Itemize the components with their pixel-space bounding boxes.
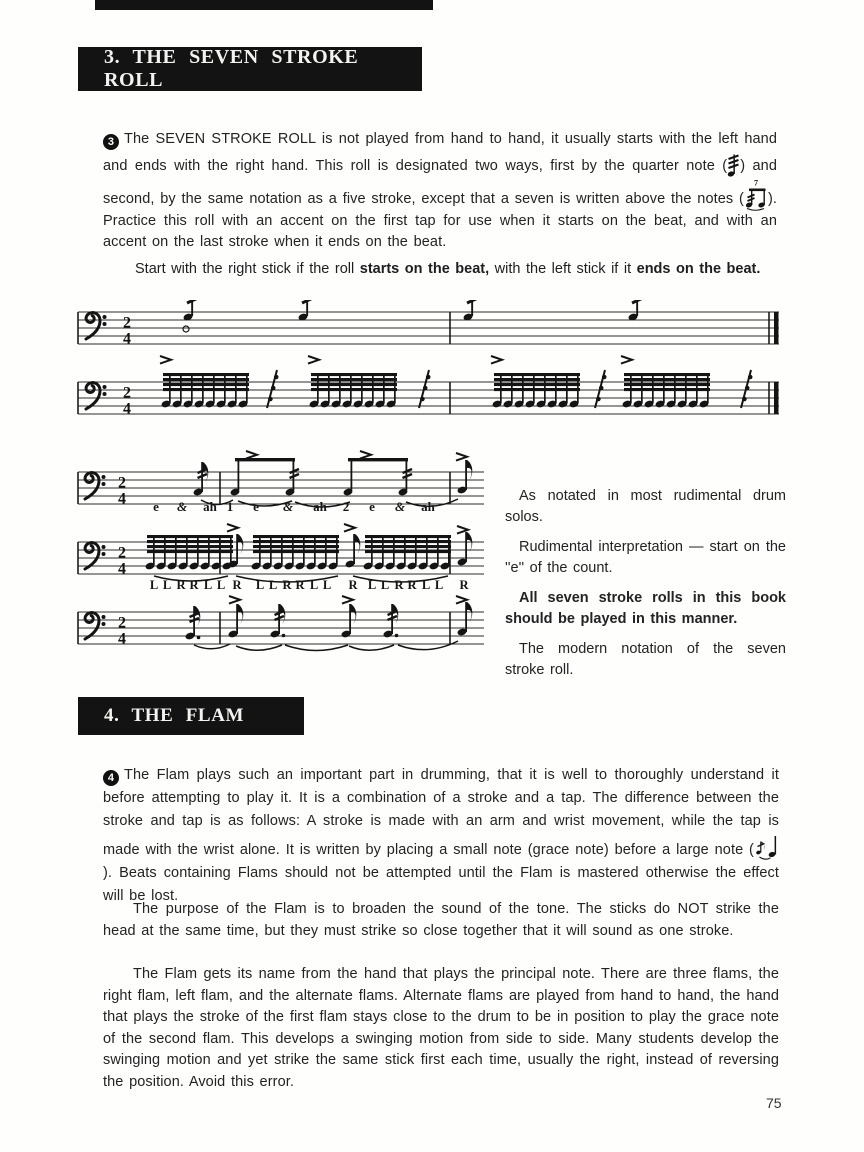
- tremolo-quarter-note: [628, 300, 643, 321]
- bass-clef-icon: [85, 613, 106, 639]
- time-signature-top: 2: [118, 474, 126, 492]
- accent-icon: [342, 596, 353, 604]
- sticking-label: R: [348, 578, 358, 592]
- count-label: 2: [342, 499, 350, 514]
- sticking-label: L: [255, 578, 265, 592]
- quarter-note-tremolo-icon: [727, 151, 740, 178]
- interpretation-notes: [505, 486, 786, 690]
- sticking-label: L: [434, 578, 444, 592]
- intro-text-1: The SEVEN STROKE ROLL is not played from hand to hand, it usually starts with the left hand and ends with the right hand. This roll is designated two ways, first by the quarter note (: [103, 131, 777, 174]
- accent-icon: [491, 356, 502, 364]
- sticking-label: L: [216, 578, 226, 592]
- sticking-label: R: [394, 578, 404, 592]
- dotted-eighth-tremolo: [383, 604, 399, 638]
- eighth-note: [457, 532, 473, 566]
- count-label: &: [282, 499, 294, 514]
- sticking-label: L: [162, 578, 172, 592]
- roll-group: [363, 535, 451, 570]
- section-title: 3. THE SEVEN STROKE ROLL: [104, 46, 359, 91]
- side-note-3: All seven stroke rolls in this book should be played in this manner.: [505, 590, 786, 627]
- side-note-1: As notated in most rudimental drum solos.: [505, 488, 786, 525]
- accent-icon: [160, 356, 171, 364]
- time-signature-top: 2: [123, 314, 131, 332]
- sticking-label: L: [309, 578, 319, 592]
- five-stroke-seven-notation-icon: [744, 178, 768, 211]
- sticking-label: R: [295, 578, 305, 592]
- final-barline-upper: [774, 312, 779, 344]
- time-signature-bottom: 4: [123, 400, 131, 418]
- slur: [194, 644, 230, 649]
- side-note-4: The modern notation of the seven stroke roll.: [505, 641, 786, 678]
- count-label: ah: [421, 499, 435, 514]
- roll-group: [251, 535, 339, 570]
- start-line-bold-2: ends on the beat.: [636, 261, 761, 277]
- seven-stroke-roll-group: [622, 373, 710, 408]
- sticking-label: L: [367, 578, 377, 592]
- eighth-note: [345, 534, 361, 568]
- count-label: e: [369, 499, 375, 514]
- side-note-2: Rudimental interpretation — start on the ''e'' of the count.: [505, 539, 786, 576]
- page-top-rule: [95, 0, 433, 10]
- svg-text:7: 7: [753, 178, 758, 188]
- count-label: &: [176, 499, 188, 514]
- sticking-label: L: [149, 578, 159, 592]
- tremolo-quarter-note: [298, 300, 313, 321]
- time-signature-bottom: 4: [123, 330, 131, 348]
- flam-notation-icon: [754, 833, 779, 862]
- sticking-label: L: [380, 578, 390, 592]
- sticking-label: L: [268, 578, 278, 592]
- time-signature-top: 2: [118, 544, 126, 562]
- start-line-bold-1: starts on the beat,: [359, 261, 490, 277]
- flam-intro-paragraph: [103, 764, 779, 908]
- intro-text-2: ) and second, by the same notation as a five stroke, except that a seven is written above the notes (: [103, 157, 777, 207]
- final-barline-lower: [774, 382, 779, 414]
- eighth-note: [457, 460, 473, 494]
- section-title: 4. THE FLAM: [104, 705, 245, 726]
- rest-icon: [267, 370, 279, 408]
- slur: [349, 645, 394, 650]
- seven-stroke-roll-group: [492, 373, 580, 408]
- bass-clef-icon: [86, 383, 107, 409]
- open-symbol: [183, 326, 189, 332]
- eighth-note: [457, 602, 473, 636]
- tremolo-quarter-note: [463, 300, 478, 321]
- eighth-note: [341, 604, 357, 638]
- sticking-label: R: [189, 578, 199, 592]
- sticking-label: R: [176, 578, 186, 592]
- rest-icon: [419, 370, 431, 408]
- section-header-flam: [78, 697, 304, 735]
- notation-system-2-svg: [70, 450, 494, 664]
- accent-icon: [246, 451, 257, 459]
- pickup-eighth-note: [193, 462, 209, 496]
- rest-icon: [741, 370, 753, 408]
- sticking-label: L: [322, 578, 332, 592]
- time-signature-bottom: 4: [118, 560, 126, 578]
- sticking-label: R: [232, 578, 242, 592]
- beam: [348, 458, 408, 461]
- sticking-label: R: [282, 578, 292, 592]
- slur: [236, 645, 282, 650]
- section-header-seven-stroke-roll: [78, 47, 422, 91]
- start-line-mid: with the left stick if it: [489, 261, 637, 277]
- accent-icon: [227, 524, 238, 532]
- dotted-eighth-tremolo: [185, 606, 201, 640]
- time-signature-bottom: 4: [118, 490, 126, 508]
- stick-start-instruction: [135, 261, 777, 277]
- start-line-pre: Start with the right stick if the roll: [135, 261, 360, 277]
- accent-icon: [621, 356, 632, 364]
- flam-text-1: The Flam plays such an important part in drumming, that it is well to thoroughly understand it before attempting to play it. It is a combination of a stroke and a tap. The difference between the stroke and tap is as follows: A stroke is made with an arm and wrist movement, while the tap is made with the wrist alone. It is written by placing a small note (grace note) before a large note (: [103, 767, 779, 858]
- seven-stroke-roll-group: [161, 373, 249, 408]
- sticking-label: R: [459, 578, 469, 592]
- bass-clef-icon: [86, 313, 107, 339]
- time-signature-top: 2: [118, 614, 126, 632]
- time-signature-bottom: 4: [118, 630, 126, 648]
- paragraph-number-badge: 3: [103, 134, 119, 150]
- eighth-note: [228, 604, 244, 638]
- rest-icon: [595, 370, 607, 408]
- bass-clef-icon: [85, 543, 106, 569]
- count-label: ah: [313, 499, 327, 514]
- notation-system-1-svg: [70, 300, 790, 432]
- flam-text-2: ). Beats containing Flams should not be attempted until the Flam is mastered otherwise the effect will be lost.: [103, 865, 779, 904]
- slur: [285, 645, 348, 651]
- dotted-eighth-tremolo: [270, 604, 286, 638]
- paragraph-number-badge: 4: [103, 770, 119, 786]
- count-label: e: [253, 499, 259, 514]
- accent-icon: [344, 524, 355, 532]
- flam-purpose-paragraph: The purpose of the Flam is to broaden the sound of the tone. The sticks do NOT strike the head at the same time, but they must strike so close together that it will sound as one stroke.: [103, 901, 779, 939]
- accent-icon: [229, 596, 240, 604]
- sticking-label: R: [407, 578, 417, 592]
- sticking-label: L: [203, 578, 213, 592]
- tremolo-quarter-note: [183, 300, 198, 321]
- seven-stroke-roll-group: [309, 373, 397, 408]
- count-label: &: [394, 499, 406, 514]
- staff-lines-lower: [78, 382, 779, 414]
- sticking-label: L: [421, 578, 431, 592]
- slur: [398, 641, 458, 650]
- notation-system-2: [70, 450, 494, 664]
- seven-stroke-intro-paragraph: [103, 129, 777, 254]
- intro-text-3: ). Practice this roll with an accent on the first tap for use when it starts on the beat, and with an accent on the last stroke when it ends on the beat.: [103, 190, 777, 251]
- bass-clef-icon: [85, 473, 106, 499]
- accent-icon: [360, 451, 371, 459]
- count-label: 1: [226, 499, 234, 514]
- beam: [235, 458, 295, 461]
- accent-icon: [308, 356, 319, 364]
- accent-icon: [456, 453, 467, 461]
- time-signature-top: 2: [123, 384, 131, 402]
- flam-name-paragraph: The Flam gets its name from the hand that plays the principal note. There are three flams, the right flam, left flam, and the alternate flams. Alternate flams are played from hand to hand, the hand that plays the stroke of the first flam stays close to the drum to be in position to play the grace note of the second flam. This develops a swinging motion from side to side. Many students develop the swinging motion and yet strike the same stick first each time, usually the right, instead of reversing the position. Avoid this error.: [103, 966, 779, 1090]
- notation-system-1: [70, 300, 790, 432]
- page-number: 75: [766, 1095, 782, 1111]
- count-label: ah: [203, 499, 217, 514]
- roll-group: [145, 535, 233, 570]
- count-label: e: [153, 499, 159, 514]
